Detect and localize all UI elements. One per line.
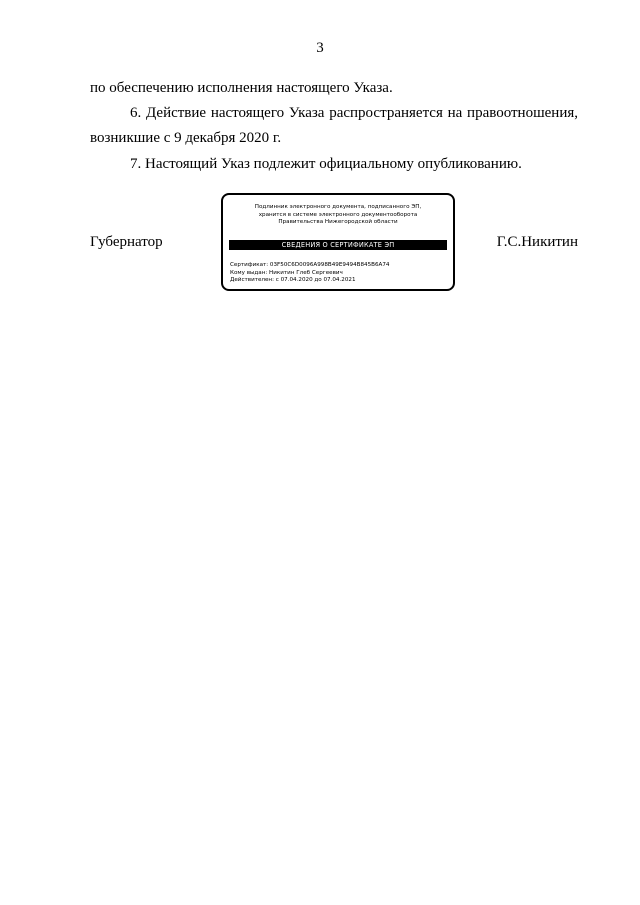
electronic-signature-stamp — [221, 193, 455, 291]
stamp-certificate-title: СВЕДЕНИЯ О СЕРТИФИКАТЕ ЭП — [229, 240, 447, 250]
stamp-header-line-1: Подлинник электронного документа, подписанного ЭП, — [254, 204, 422, 210]
stamp-header-line-2: хранится в системе электронного документооборота — [258, 211, 418, 218]
signatory-name: Г.С.Никитин — [496, 234, 578, 250]
stamp-header-line-3: Правительства Нижегородской области — [278, 219, 398, 226]
body-line-3: возникшие с 9 декабря 2020 г. — [90, 130, 282, 146]
stamp-certificate-details — [230, 262, 389, 285]
stamp-issued-to: Кому выдан: Никитин Глеб Сергеевич — [230, 269, 343, 276]
body-line-4: 7. Настоящий Указ подлежит официальному опубликованию. — [130, 156, 522, 172]
stamp-validity: Действителен: с 07.04.2020 до 07.04.2021 — [230, 277, 356, 284]
signatory-position: Губернатор — [90, 234, 163, 250]
stamp-header — [229, 204, 447, 227]
body-line-2: 6. Действие настоящего Указа распространяется на правоотношения, — [130, 105, 578, 121]
body-line-1: по обеспечению исполнения настоящего Указа. — [90, 80, 393, 96]
stamp-certificate-number: Сертификат: 03F50C6D0096A998B49E9494B845B6A74 — [230, 262, 390, 268]
page-number: 3 — [316, 40, 324, 56]
